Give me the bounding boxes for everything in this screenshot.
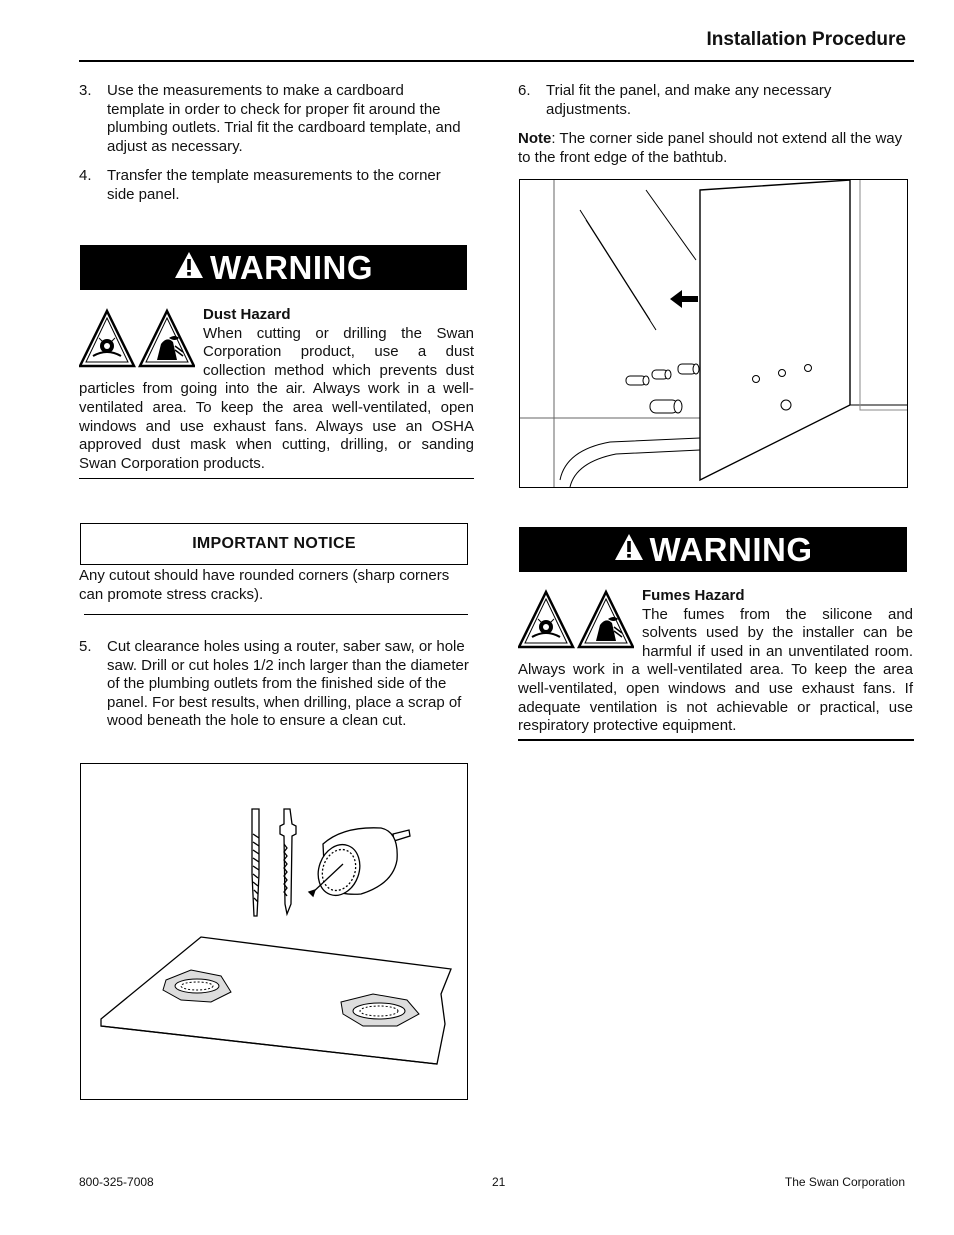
divider (84, 614, 468, 615)
steps-right (518, 82, 908, 119)
footer-company: The Swan Corporation (784, 1175, 905, 1189)
page-title: Installation Procedure (706, 29, 906, 50)
warning-label: WARNING (649, 530, 813, 568)
footer-page-number: 21 (492, 1175, 506, 1189)
warning-triangle-icon (174, 249, 204, 287)
warning-banner (519, 527, 907, 572)
step-number: 6. (518, 82, 531, 99)
step-text: Trial fit the panel, and make any necessary adjustments. (546, 82, 832, 118)
respiratory-hazard-icon (140, 311, 194, 366)
header-rule (79, 60, 914, 62)
step-5 (79, 638, 471, 731)
step-text: Use the measurements to make a cardboard template in order to check for proper fit around the plumbing outlets. Trial fit the cardboard template, and adjust as necessary. (107, 82, 461, 155)
eye-protection-hazard-icon (80, 311, 134, 366)
warning-banner (80, 245, 467, 290)
note-paragraph (518, 130, 910, 167)
respiratory-hazard-icon (579, 592, 633, 647)
cutting-tools-figure (80, 763, 468, 1100)
side-panel-illustration (700, 180, 850, 480)
notice-label: IMPORTANT NOTICE (192, 535, 356, 552)
note-label: Note (518, 130, 552, 147)
dust-hazard-block (79, 306, 474, 473)
step-6 (518, 82, 908, 119)
warning-triangle-icon (614, 531, 644, 569)
note-text: : The corner side panel should not extend all the way to the front edge of the bathtub. (518, 130, 903, 166)
hazard-icons (79, 308, 195, 376)
trial-fit-illustration (520, 180, 907, 487)
hazard-title: Fumes Hazard (642, 587, 745, 604)
step-3 (79, 82, 464, 156)
step-number: 4. (79, 167, 92, 185)
arrow-left-icon (670, 290, 698, 308)
saw-blade-illustration (280, 809, 296, 914)
important-notice-box (80, 523, 468, 565)
steps-bottom (79, 638, 471, 731)
footer-phone: 800-325-7008 (79, 1175, 154, 1189)
step-4 (79, 167, 464, 204)
hazard-text: When cutting or drilling the Swan Corporation product, use a dust collection method which prevents dust particles from going into the air. Always work in a well-ventilated area. To keep the area well-ventilated, open windows and use exhaust fans. Always use an OSHA approved dust mask when cutting, drilling, or sanding Swan Corporation products. (79, 324, 474, 472)
plumbing-outlets-illustration (626, 364, 699, 413)
warning-label: WARNING (210, 248, 373, 286)
step-number: 3. (79, 82, 92, 99)
hazard-text: The fumes from the silicone and solvents used by the installer can be harmful if used in an unventilated room. Always work in a well-ventilated area. To keep the area well-ventilated, open windows and use exhaust fans. If adequate ventilation is not achievable or practical, use respiratory protective equipment. (518, 605, 913, 735)
step-number: 5. (79, 638, 92, 655)
fumes-hazard-block (518, 587, 913, 736)
cutting-tools-illustration (81, 764, 467, 1099)
hole-saw-illustration (309, 828, 410, 901)
step-text: Cut clearance holes using a router, saber saw, or hole saw. Drill or cut holes 1/2 inch larger than the diameter of the plumbing outlets from the finished side of the panel. For best results, when drilling, place a scrap of wood beneath the hole to ensure a clean cut. (107, 638, 469, 730)
drill-bit-illustration (252, 809, 259, 916)
trial-fit-figure (519, 179, 908, 488)
hazard-title: Dust Hazard (203, 306, 291, 323)
eye-protection-hazard-icon (519, 592, 573, 647)
divider (79, 478, 474, 479)
hazard-icons (518, 589, 634, 657)
step-text: Transfer the template measurements to the corner side panel. (107, 167, 441, 203)
notice-text: Any cutout should have rounded corners (sharp corners can promote stress cracks). (79, 567, 450, 603)
steps-top (79, 82, 464, 205)
divider (518, 739, 914, 741)
